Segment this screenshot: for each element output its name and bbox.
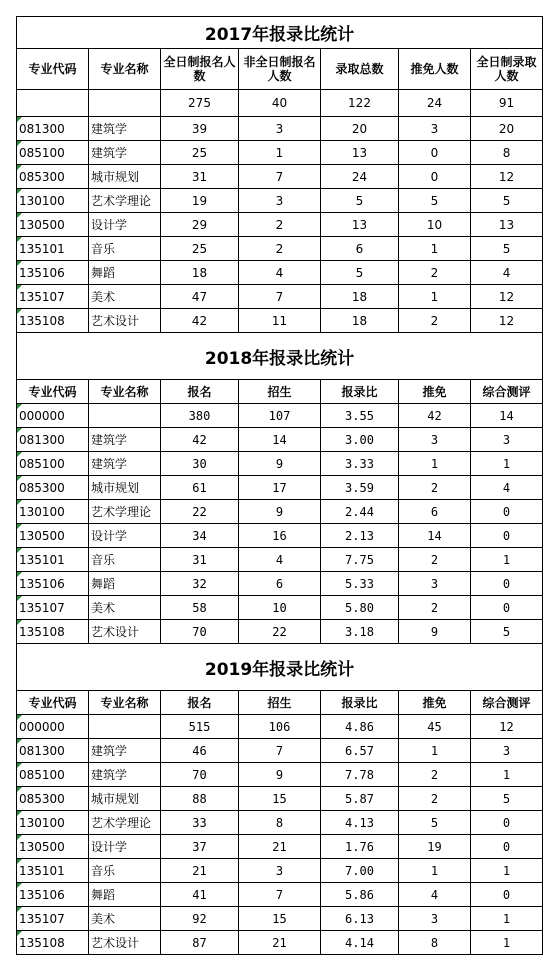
table-cell: 24 [321, 165, 399, 189]
column-header: 专业名称 [89, 380, 161, 404]
table-cell: 2 [239, 213, 321, 237]
table-cell: 5 [471, 189, 543, 213]
table-cell: 22 [161, 500, 239, 524]
table-cell: 135107 [17, 596, 89, 620]
table-cell: 25 [161, 237, 239, 261]
table-title: 2017年报录比统计 [17, 17, 543, 49]
table-cell: 14 [471, 404, 543, 428]
table-cell: 0 [399, 141, 471, 165]
table-cell: 1 [471, 763, 543, 787]
table-cell: 艺术学理论 [89, 500, 161, 524]
table-cell: 音乐 [89, 859, 161, 883]
table-cell: 135108 [17, 309, 89, 333]
table-cell: 2 [399, 548, 471, 572]
table-cell: 10 [399, 213, 471, 237]
column-header: 报录比 [321, 691, 399, 715]
t2018-title-row [17, 333, 543, 380]
table-cell: 3.59 [321, 476, 399, 500]
table-cell: 106 [239, 715, 321, 739]
table-row [17, 811, 543, 835]
table-cell [89, 715, 161, 739]
table-cell: 14 [239, 428, 321, 452]
table-cell: 音乐 [89, 237, 161, 261]
table-cell: 0 [471, 500, 543, 524]
table-cell: 32 [161, 572, 239, 596]
table-cell: 2 [399, 763, 471, 787]
table-cell: 4.86 [321, 715, 399, 739]
table-row [17, 237, 543, 261]
table-cell: 1 [471, 452, 543, 476]
spreadsheet [16, 16, 542, 955]
table-cell: 380 [161, 404, 239, 428]
table-cell: 22 [239, 620, 321, 644]
table-cell: 135106 [17, 883, 89, 907]
table-cell: 135108 [17, 931, 89, 955]
column-header: 专业代码 [17, 49, 89, 90]
table-cell: 3.55 [321, 404, 399, 428]
table-cell: 1 [239, 141, 321, 165]
table-cell: 音乐 [89, 548, 161, 572]
table-cell: 130100 [17, 500, 89, 524]
table-cell: 92 [161, 907, 239, 931]
table-cell: 艺术设计 [89, 931, 161, 955]
column-header: 招生 [239, 691, 321, 715]
table-cell: 舞蹈 [89, 572, 161, 596]
table-cell: 9 [239, 763, 321, 787]
table-cell: 美术 [89, 596, 161, 620]
table-row [17, 548, 543, 572]
table-cell: 4 [239, 548, 321, 572]
table-cell: 美术 [89, 907, 161, 931]
table-cell: 085100 [17, 141, 89, 165]
table-cell: 9 [239, 500, 321, 524]
table-cell: 91 [471, 90, 543, 117]
table-cell: 41 [161, 883, 239, 907]
table-cell: 25 [161, 141, 239, 165]
column-header: 报名 [161, 691, 239, 715]
table-cell: 2 [399, 261, 471, 285]
table-cell: 3 [239, 189, 321, 213]
table-cell: 085300 [17, 787, 89, 811]
table-cell: 1 [399, 237, 471, 261]
table-cell: 39 [161, 117, 239, 141]
table-cell: 085100 [17, 763, 89, 787]
column-header: 非全日制报名人数 [239, 49, 321, 90]
table-cell: 1 [399, 859, 471, 883]
table-cell: 12 [471, 309, 543, 333]
table-cell: 美术 [89, 285, 161, 309]
table-cell: 275 [161, 90, 239, 117]
table-cell: 87 [161, 931, 239, 955]
table-cell: 21 [239, 931, 321, 955]
table-cell: 081300 [17, 117, 89, 141]
admission-ratio-table [16, 16, 543, 955]
table-row [17, 524, 543, 548]
table-row [17, 189, 543, 213]
table-cell: 47 [161, 285, 239, 309]
column-header: 推免 [399, 380, 471, 404]
table-cell: 085100 [17, 452, 89, 476]
table-row [17, 500, 543, 524]
table-cell: 17 [239, 476, 321, 500]
table-cell: 12 [471, 715, 543, 739]
table-cell: 135106 [17, 572, 89, 596]
table-cell: 2 [399, 309, 471, 333]
table-cell: 4.13 [321, 811, 399, 835]
column-header: 专业名称 [89, 691, 161, 715]
table-cell: 13 [321, 141, 399, 165]
table-cell: 城市规划 [89, 787, 161, 811]
t2019-title-row [17, 644, 543, 691]
table-cell: 7.75 [321, 548, 399, 572]
table-cell: 3 [471, 428, 543, 452]
table-cell: 建筑学 [89, 117, 161, 141]
table-cell: 18 [321, 285, 399, 309]
table-cell: 24 [399, 90, 471, 117]
column-header: 专业名称 [89, 49, 161, 90]
table-cell: 000000 [17, 715, 89, 739]
table-cell: 1 [399, 452, 471, 476]
table-cell: 5 [321, 189, 399, 213]
table-cell: 3.18 [321, 620, 399, 644]
table-cell: 42 [161, 309, 239, 333]
table-cell: 515 [161, 715, 239, 739]
table-row [17, 763, 543, 787]
table-cell: 艺术学理论 [89, 811, 161, 835]
table-cell: 33 [161, 811, 239, 835]
table-cell: 0 [471, 883, 543, 907]
header-row [17, 380, 543, 404]
table-cell: 9 [399, 620, 471, 644]
table-cell: 135107 [17, 907, 89, 931]
table-cell: 12 [471, 165, 543, 189]
table-row [17, 309, 543, 333]
table-cell: 0 [471, 524, 543, 548]
table-row [17, 165, 543, 189]
column-header: 录取总数 [321, 49, 399, 90]
table-cell: 135107 [17, 285, 89, 309]
table-cell: 081300 [17, 739, 89, 763]
table-cell [17, 90, 89, 117]
table-cell: 0 [399, 165, 471, 189]
table-cell: 21 [239, 835, 321, 859]
table-cell: 20 [471, 117, 543, 141]
table-row [17, 404, 543, 428]
table-cell: 130500 [17, 524, 89, 548]
table-row [17, 907, 543, 931]
table-cell: 4 [239, 261, 321, 285]
table-cell: 135101 [17, 859, 89, 883]
table-cell: 122 [321, 90, 399, 117]
column-header: 报录比 [321, 380, 399, 404]
table-cell: 5 [321, 261, 399, 285]
table-cell: 7 [239, 285, 321, 309]
table-cell: 艺术学理论 [89, 189, 161, 213]
table-cell: 1 [471, 931, 543, 955]
table-cell: 建筑学 [89, 141, 161, 165]
table-cell: 40 [239, 90, 321, 117]
table-cell: 3 [399, 117, 471, 141]
table-cell: 085300 [17, 476, 89, 500]
table-row [17, 620, 543, 644]
table-cell: 19 [161, 189, 239, 213]
table-cell: 建筑学 [89, 452, 161, 476]
table-cell: 1 [471, 548, 543, 572]
table-cell: 15 [239, 787, 321, 811]
table-cell: 42 [161, 428, 239, 452]
table-cell: 6 [321, 237, 399, 261]
table-cell: 5.33 [321, 572, 399, 596]
column-header: 报名 [161, 380, 239, 404]
table-row [17, 835, 543, 859]
table-cell: 12 [471, 285, 543, 309]
table-row [17, 476, 543, 500]
table-cell: 9 [239, 452, 321, 476]
table-cell: 5 [471, 237, 543, 261]
table-cell: 30 [161, 452, 239, 476]
table-cell: 3.00 [321, 428, 399, 452]
table-cell: 设计学 [89, 835, 161, 859]
table-cell: 107 [239, 404, 321, 428]
table-cell: 2.13 [321, 524, 399, 548]
table-cell: 58 [161, 596, 239, 620]
table-cell: 6.13 [321, 907, 399, 931]
table-cell: 135108 [17, 620, 89, 644]
table-cell: 15 [239, 907, 321, 931]
table-cell: 13 [321, 213, 399, 237]
table-cell: 6 [239, 572, 321, 596]
table-cell: 081300 [17, 428, 89, 452]
table-cell: 4 [471, 261, 543, 285]
table-cell: 5 [399, 189, 471, 213]
table-row [17, 739, 543, 763]
table-title: 2019年报录比统计 [17, 644, 543, 691]
table-cell: 3 [399, 907, 471, 931]
table-cell: 1 [399, 285, 471, 309]
table-cell: 建筑学 [89, 763, 161, 787]
table-cell: 70 [161, 763, 239, 787]
table-cell: 29 [161, 213, 239, 237]
table-cell: 2 [399, 787, 471, 811]
table-cell: 建筑学 [89, 739, 161, 763]
table-row [17, 261, 543, 285]
table-cell: 城市规划 [89, 476, 161, 500]
table-cell: 7 [239, 739, 321, 763]
table-cell: 18 [321, 309, 399, 333]
table-cell: 3.33 [321, 452, 399, 476]
table-cell: 4.14 [321, 931, 399, 955]
table-row [17, 285, 543, 309]
table-title: 2018年报录比统计 [17, 333, 543, 380]
table-row [17, 213, 543, 237]
table-cell: 5.87 [321, 787, 399, 811]
table-cell: 16 [239, 524, 321, 548]
table-row [17, 572, 543, 596]
table-cell: 5.80 [321, 596, 399, 620]
table-cell: 70 [161, 620, 239, 644]
table-cell: 0 [471, 596, 543, 620]
table-cell: 21 [161, 859, 239, 883]
column-header: 全日制报名人数 [161, 49, 239, 90]
table-cell: 3 [471, 739, 543, 763]
table-row [17, 787, 543, 811]
table-cell: 4 [399, 883, 471, 907]
table-cell: 2 [399, 476, 471, 500]
table-cell: 艺术设计 [89, 309, 161, 333]
table-row [17, 452, 543, 476]
column-header: 全日制录取人数 [471, 49, 543, 90]
table-cell: 1 [471, 859, 543, 883]
table-cell: 61 [161, 476, 239, 500]
table-cell: 舞蹈 [89, 883, 161, 907]
table-cell: 5 [399, 811, 471, 835]
table-cell: 3 [239, 117, 321, 141]
table-row [17, 117, 543, 141]
column-header: 招生 [239, 380, 321, 404]
table-cell: 0 [471, 572, 543, 596]
table-row [17, 141, 543, 165]
table-cell: 7 [239, 165, 321, 189]
column-header: 专业代码 [17, 691, 89, 715]
table-cell: 37 [161, 835, 239, 859]
table-cell: 31 [161, 548, 239, 572]
table-cell: 2 [239, 237, 321, 261]
table-row [17, 859, 543, 883]
table-cell: 5 [471, 787, 543, 811]
table-row [17, 931, 543, 955]
table-cell: 7.78 [321, 763, 399, 787]
table-cell: 130500 [17, 835, 89, 859]
table-cell: 1 [399, 739, 471, 763]
table-cell [89, 90, 161, 117]
table-cell: 34 [161, 524, 239, 548]
table-cell: 130100 [17, 811, 89, 835]
table-cell: 城市规划 [89, 165, 161, 189]
table-cell: 1.76 [321, 835, 399, 859]
table-cell: 舞蹈 [89, 261, 161, 285]
table-cell: 19 [399, 835, 471, 859]
table-cell: 7.00 [321, 859, 399, 883]
table-cell: 2.44 [321, 500, 399, 524]
table-cell: 45 [399, 715, 471, 739]
table-cell: 8 [471, 141, 543, 165]
table-cell: 130100 [17, 189, 89, 213]
table-cell: 6 [399, 500, 471, 524]
table-cell: 20 [321, 117, 399, 141]
table-cell: 135101 [17, 548, 89, 572]
table-row [17, 883, 543, 907]
column-header: 综合测评 [471, 380, 543, 404]
table-cell: 设计学 [89, 213, 161, 237]
table-cell: 11 [239, 309, 321, 333]
table-row [17, 90, 543, 117]
table-cell: 0 [471, 835, 543, 859]
table-cell: 10 [239, 596, 321, 620]
column-header: 综合测评 [471, 691, 543, 715]
table-row [17, 428, 543, 452]
table-cell: 5.86 [321, 883, 399, 907]
table-cell: 3 [239, 859, 321, 883]
table-cell: 2 [399, 596, 471, 620]
table-cell: 085300 [17, 165, 89, 189]
table-cell: 88 [161, 787, 239, 811]
table-cell: 艺术设计 [89, 620, 161, 644]
table-cell: 8 [239, 811, 321, 835]
table-cell: 46 [161, 739, 239, 763]
table-cell: 1 [471, 907, 543, 931]
table-cell: 13 [471, 213, 543, 237]
table-cell: 130500 [17, 213, 89, 237]
table-row [17, 596, 543, 620]
table-cell: 0 [471, 811, 543, 835]
table-cell [89, 404, 161, 428]
table-cell: 6.57 [321, 739, 399, 763]
column-header: 推免 [399, 691, 471, 715]
table-cell: 31 [161, 165, 239, 189]
column-header: 专业代码 [17, 380, 89, 404]
table-cell: 3 [399, 572, 471, 596]
header-row [17, 49, 543, 90]
table-cell: 135106 [17, 261, 89, 285]
table-cell: 3 [399, 428, 471, 452]
table-cell: 000000 [17, 404, 89, 428]
t2017-title-row [17, 17, 543, 49]
table-cell: 135101 [17, 237, 89, 261]
column-header: 推免人数 [399, 49, 471, 90]
table-cell: 4 [471, 476, 543, 500]
table-cell: 建筑学 [89, 428, 161, 452]
table-cell: 8 [399, 931, 471, 955]
table-cell: 5 [471, 620, 543, 644]
header-row [17, 691, 543, 715]
table-cell: 18 [161, 261, 239, 285]
table-row [17, 715, 543, 739]
table-cell: 7 [239, 883, 321, 907]
table-cell: 设计学 [89, 524, 161, 548]
table-cell: 14 [399, 524, 471, 548]
table-cell: 42 [399, 404, 471, 428]
